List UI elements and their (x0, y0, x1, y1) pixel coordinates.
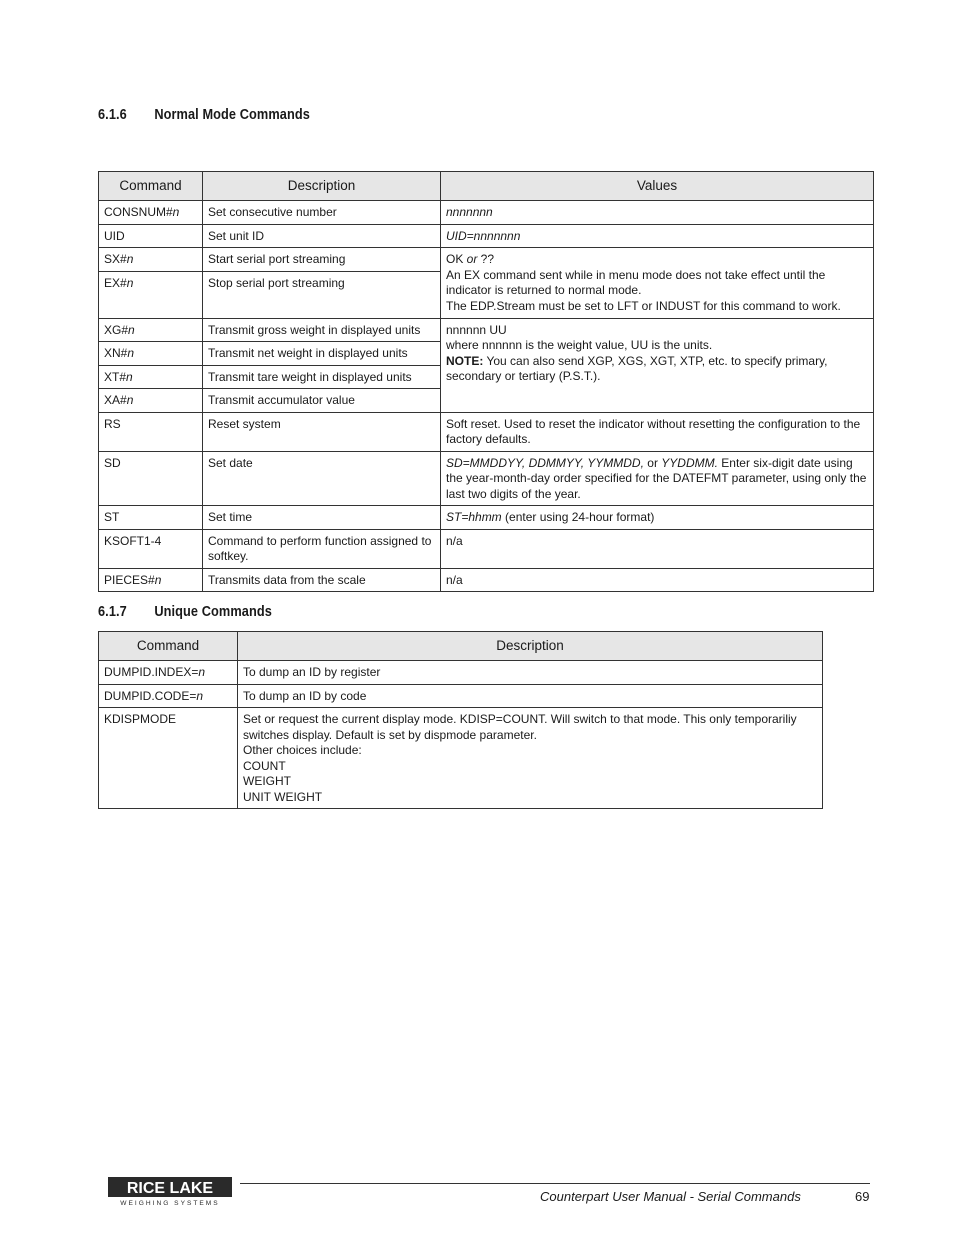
description-cell: Set consecutive number (203, 201, 441, 225)
table-row (99, 529, 874, 568)
table-row (99, 661, 823, 685)
values-cell: n/a (441, 568, 874, 592)
values-cell: ST=hhmm (enter using 24-hour format) (441, 506, 874, 530)
values-cell-streaming: OK or ?? An EX command sent while in menu mode does not take effect until the indicator is returned to normal mode. The EDP.Stream must be set to LFT or INDUST for this command to work. (441, 248, 874, 319)
command-cell: XA#n (99, 389, 203, 413)
table-header-row (99, 172, 874, 201)
unique-commands-table (98, 631, 823, 809)
command-cell: KSOFT1-4 (99, 529, 203, 568)
description-cell: Transmit accumulator value (203, 389, 441, 413)
description-cell: Transmit gross weight in displayed units (203, 318, 441, 342)
column-header-command: Command (99, 172, 203, 201)
command-cell: SX#n (99, 248, 203, 272)
table-row (99, 412, 874, 451)
rice-lake-logo (108, 1174, 236, 1208)
table-row (99, 224, 874, 248)
command-cell: ST (99, 506, 203, 530)
command-cell: UID (99, 224, 203, 248)
values-cell: Soft reset. Used to reset the indicator without resetting the configuration to the factory defaults. (441, 412, 874, 451)
footer-divider (240, 1183, 870, 1184)
description-cell: Transmits data from the scale (203, 568, 441, 592)
description-cell: Set time (203, 506, 441, 530)
command-cell: XG#n (99, 318, 203, 342)
table-row (99, 201, 874, 225)
table-row (99, 506, 874, 530)
column-header-description: Description (203, 172, 441, 201)
column-header-description: Description (238, 632, 823, 661)
logo-wordmark: RICE LAKE (126, 1180, 214, 1197)
section-title: Normal Mode Commands (154, 107, 310, 123)
table-row (99, 248, 874, 272)
command-cell: RS (99, 412, 203, 451)
description-cell: Command to perform function assigned to softkey. (203, 529, 441, 568)
command-cell: XT#n (99, 365, 203, 389)
command-cell: DUMPID.CODE=n (99, 684, 238, 708)
command-cell: SD (99, 451, 203, 506)
section-number: 6.1.7 (98, 604, 127, 620)
column-header-command: Command (99, 632, 238, 661)
table-row (99, 708, 823, 809)
section-heading-normal-mode (98, 107, 310, 123)
description-cell: To dump an ID by code (238, 684, 823, 708)
table-row (99, 451, 874, 506)
description-cell: Stop serial port streaming (203, 271, 441, 318)
values-cell: nnnnnnn (441, 201, 874, 225)
command-cell: PIECES#n (99, 568, 203, 592)
description-cell: Transmit tare weight in displayed units (203, 365, 441, 389)
section-heading-unique-commands (98, 604, 272, 620)
description-cell: To dump an ID by register (238, 661, 823, 685)
table-row (99, 568, 874, 592)
table-row (99, 684, 823, 708)
description-cell: Set or request the current display mode. KDISP=COUNT. Will switch to that mode. This only temporariliy switches display. Default is set by dispmode parameter. Other choices include: COUNT WEIGHT UNIT WEIGHT (238, 708, 823, 809)
table-header-row (99, 632, 823, 661)
section-number: 6.1.6 (98, 107, 127, 123)
command-cell: KDISPMODE (99, 708, 238, 809)
values-cell-transmit: nnnnnn UU where nnnnnn is the weight value, UU is the units. NOTE: You can also send XGP, XGS, XGT, XTP, etc. to specify primary, secondary or tertiary (P.S.T.). (441, 318, 874, 412)
command-cell: EX#n (99, 271, 203, 318)
table-row (99, 318, 874, 342)
description-cell: Start serial port streaming (203, 248, 441, 272)
footer-document-title: Counterpart User Manual - Serial Commands (540, 1189, 801, 1204)
logo-subtext: WEIGHING SYSTEMS (120, 1200, 220, 1207)
command-cell: CONSNUM#n (99, 201, 203, 225)
description-cell: Reset system (203, 412, 441, 451)
normal-mode-commands-table (98, 171, 874, 592)
column-header-values: Values (441, 172, 874, 201)
description-cell: Set unit ID (203, 224, 441, 248)
values-cell: UID=nnnnnnn (441, 224, 874, 248)
command-cell: DUMPID.INDEX=n (99, 661, 238, 685)
values-cell: SD=MMDDYY, DDMMYY, YYMMDD, or YYDDMM. Enter six-digit date using the year-month-day order specified for the DATEFMT parameter, using only the last two digits of the year. (441, 451, 874, 506)
section-title: Unique Commands (154, 604, 272, 620)
values-cell: n/a (441, 529, 874, 568)
footer-page-number: 69 (855, 1189, 870, 1204)
description-cell: Transmit net weight in displayed units (203, 342, 441, 366)
command-cell: XN#n (99, 342, 203, 366)
description-cell: Set date (203, 451, 441, 506)
